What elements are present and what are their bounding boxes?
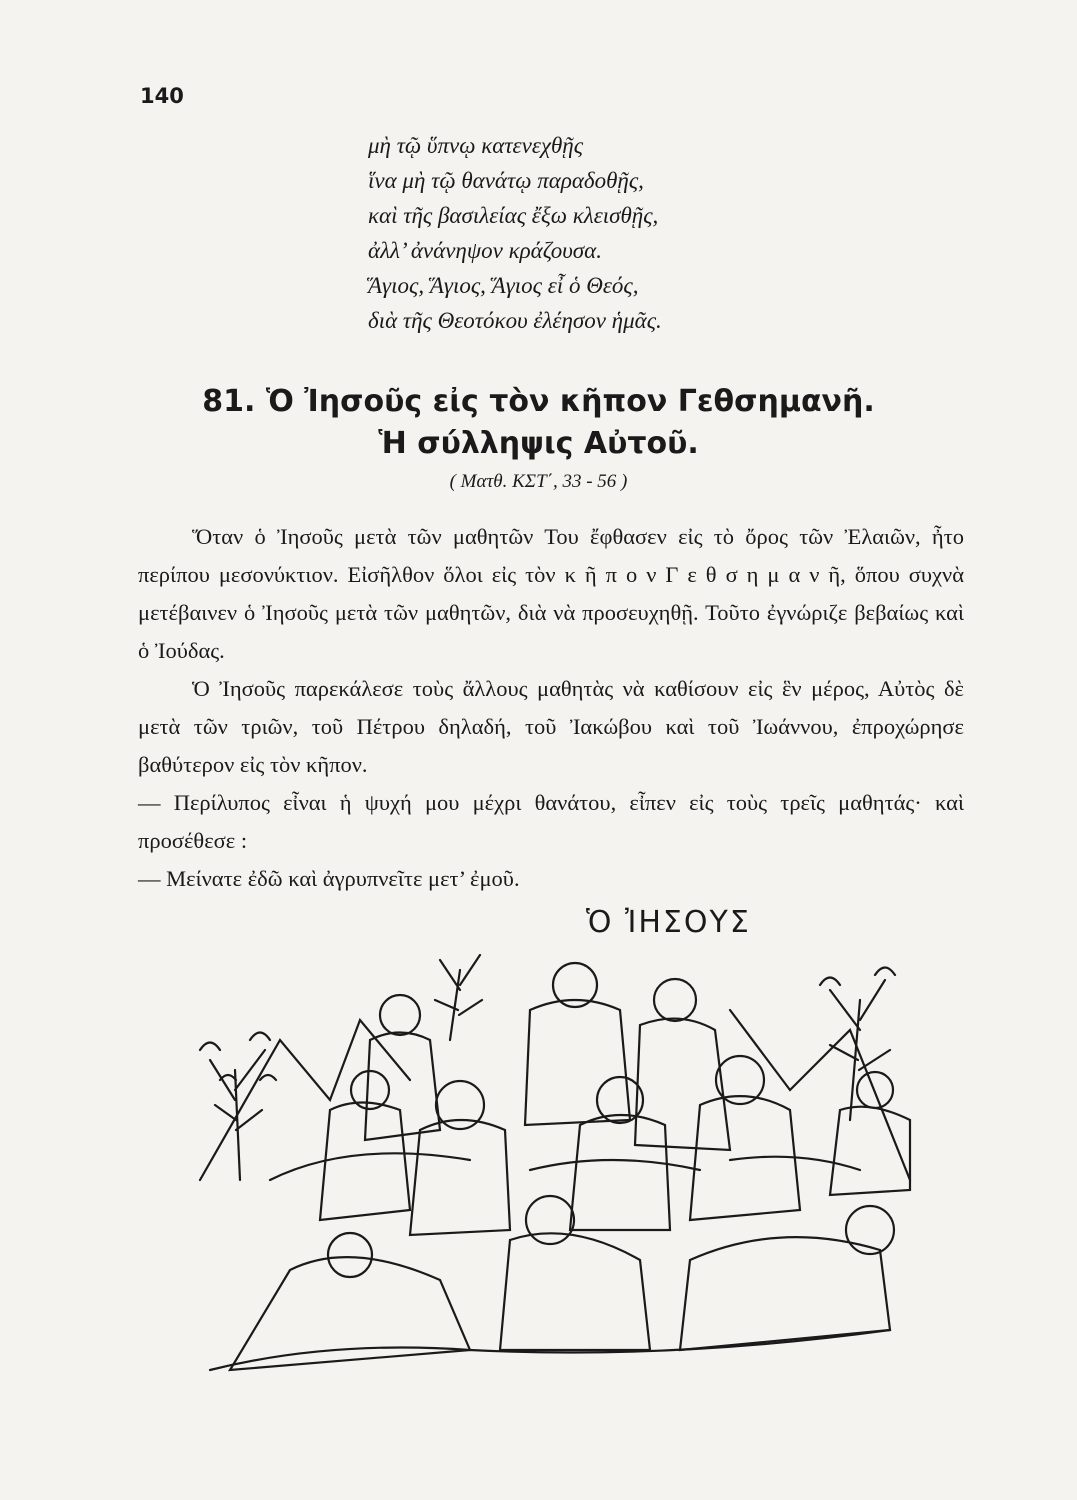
page-number: 140: [140, 84, 184, 108]
verse-line: ἀλλ’ ἀνάνηψον κράζουσα.: [368, 238, 602, 263]
section-subtitle: Ἡ σύλληψις Αὐτοῦ.: [378, 426, 699, 461]
disciples-group: [210, 963, 910, 1370]
paragraph: Ὅταν ὁ Ἰησοῦς μετὰ τῶν μαθητῶν Του ἔφθασεν εἰς τὸ ὄρος τῶν Ἐλαιῶν, ἦτο περίπου μεσονύκτιον. Εἰσῆλθον ὅλοι εἰς τὸν κ ῆ π ο ν Γ ε θ σ η μ α ν ῆ, ὅπου συχνὰ μετέβαινεν ὁ Ἰησοῦς μετὰ τῶν μαθητῶν, διὰ νὰ προσευχηθῇ. Τοῦτο ἐγνώριζε βεβαίως καὶ ὁ Ἰούδας.: [138, 524, 964, 663]
hymn-verses: [368, 128, 662, 338]
verse-line: διὰ τῆς Θεοτόκου ἐλέησον ἡμᾶς.: [368, 308, 662, 333]
section-title: 81. Ὁ Ἰησοῦς εἰς τὸν κῆπον Γεθσημανῆ.: [202, 384, 875, 419]
mountain-right: [730, 1010, 910, 1180]
verse-line: μὴ τῷ ὕπνῳ κατενεχθῇς: [368, 133, 584, 158]
verse-line: καὶ τῆς βασιλείας ἔξω κλεισθῇς,: [368, 203, 659, 228]
mountain-left: [200, 1020, 410, 1180]
paragraph: Ὁ Ἰησοῦς παρεκάλεσε τοὺς ἄλλους μαθητὰς νὰ καθίσουν εἰς ἓν μέρος, Αὐτὸς δὲ μετὰ τῶν τριῶν, τοῦ Πέτρου δηλαδή, τοῦ Ἰακώβου καὶ τοῦ Ἰωάννου, ἐπροχώρησε βαθύτερον εἰς τὸν κῆπον.: [138, 676, 964, 777]
body-text: [138, 518, 964, 898]
dialog-line: — Περίλυπος εἶναι ἡ ψυχή μου μέχρι θανάτου, εἶπεν εἰς τοὺς τρεῖς μαθητάς· καὶ προσέθεσε :: [138, 790, 964, 853]
olive-tree-center: [435, 955, 482, 1040]
icon-inscription: Ὁ ἸΗΣΟΥΣ: [586, 905, 751, 940]
scripture-reference: ( Ματθ. ΚΣΤ΄, 33 - 56 ): [449, 471, 628, 492]
verse-line: ἵνα μὴ τῷ θανάτῳ παραδοθῇς,: [368, 168, 644, 193]
gethsemane-illustration: [170, 930, 930, 1400]
verse-line: Ἅγιος, Ἅγιος, Ἅγιος εἶ ὁ Θεός,: [368, 273, 639, 298]
dialog-line: — Μείνατε ἐδῶ καὶ ἀγρυπνεῖτε μετ’ ἐμοῦ.: [138, 866, 520, 891]
